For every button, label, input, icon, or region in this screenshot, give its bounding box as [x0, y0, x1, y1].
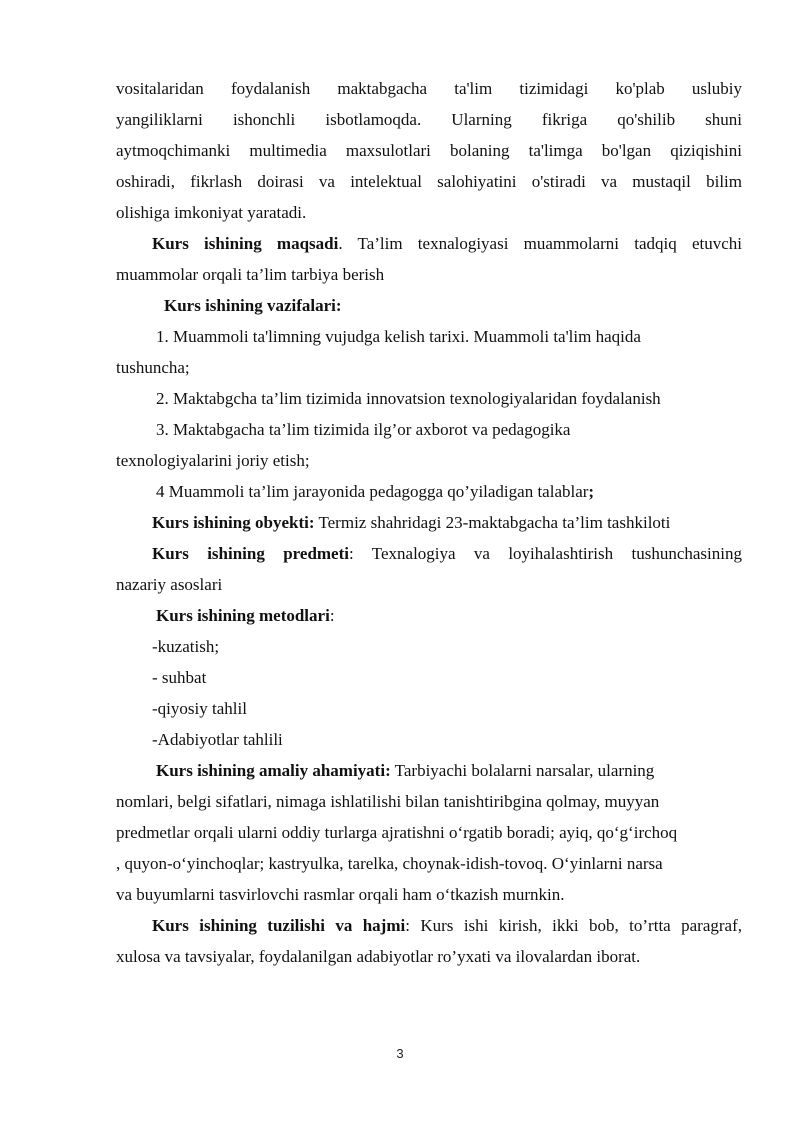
- amaliy-label: Kurs ishining amaliy ahamiyati:: [156, 761, 391, 780]
- tuzilish-label: Kurs ishining tuzilishi va hajmi: [152, 916, 406, 935]
- metodlar-heading: Kurs ishining metodlari: [156, 606, 330, 625]
- text-line: aytmoqchimanki multimedia maxsulotlari bolaning ta'limga bo'lgan qiziqishini: [116, 141, 742, 160]
- text-line: va buyumlarni tasvirlovchi rasmlar orqali ham o‘tkazish murnkin.: [116, 885, 565, 904]
- metodlar-section: Kurs ishining metodlari: -kuzatish; - suhbat -qiyosiy tahlil -Adabiyotlar tahlili: [116, 600, 742, 755]
- text-line: olishiga imkoniyat yaratadi.: [116, 203, 307, 222]
- amaliy-text: Tarbiyachi bolalarni narsalar, ularning: [390, 761, 655, 780]
- predmet-text: : Texnalogiya va loyihalashtirish tushunchasining: [349, 544, 742, 563]
- vazifalar-section: Kurs ishining vazifalari: 1. Muammoli ta'limning vujudga kelish tarixi. Muammoli ta'lim haqida tushuncha; 2. Maktabgcha ta’lim tizimida innovatsion texnologiyalaridan foydalanish 3. Maktabgacha ta’lim tizimida ilg’or axborot va pedagogika texnologiyalarini joriy etish; 4 Muammoli ta’lim jarayonida pedagogga qo’yiladigan talablar;: [116, 290, 742, 507]
- vazifa-item-3: 3. Maktabgacha ta’lim tizimida ilg’or axborot va pedagogika: [156, 420, 571, 439]
- vazifa-item-1-cont: tushuncha;: [116, 358, 190, 377]
- page-body: [116, 73, 742, 972]
- amaliy-paragraph: [116, 755, 742, 910]
- maqsad-text: . Ta’lim texnalogiyasi muammolarni tadqiq etuvchi: [338, 234, 742, 253]
- text-line: nomlari, belgi sifatlari, nimaga ishlatilishi bilan tanishtiribgina qolmay, muyyan: [116, 792, 660, 811]
- predmet-label: Kurs ishining predmeti: [152, 544, 349, 563]
- vazifa-item-4: 4 Muammoli ta’lim jarayonida pedagogga qo’yiladigan talablar: [156, 482, 589, 501]
- tuzilish-text-cont: xulosa va tavsiyalar, foydalanilgan adabiyotlar ro’yxati va ilovalardan iborat.: [116, 947, 641, 966]
- list-item: -Adabiyotlar tahlili: [152, 730, 283, 749]
- list-item: - suhbat: [152, 668, 207, 687]
- tuzilish-paragraph: [116, 910, 742, 972]
- vazifa-item-1: 1. Muammoli ta'limning vujudga kelish tarixi. Muammoli ta'lim haqida: [156, 327, 641, 346]
- vazifa-item-2: 2. Maktabgcha ta’lim tizimida innovatsion texnologiyalaridan foydalanish: [156, 389, 661, 408]
- predmet-paragraph: [116, 538, 742, 600]
- tuzilish-text: : Kurs ishi kirish, ikki bob, to’rtta paragraf,: [405, 916, 742, 935]
- text-line: vositalaridan foydalanish maktabgacha ta'lim tizimidagi ko'plab uslubiy: [116, 79, 742, 98]
- text-line: yangiliklarni ishonchli isbotlamoqda. Ularning fikriga qo'shilib shuni: [116, 110, 742, 129]
- maqsad-text-cont: muammolar orqali ta’lim tarbiya berish: [116, 265, 385, 284]
- obyekt-label: Kurs ishining obyekti:: [152, 513, 315, 532]
- text-line: predmetlar orqali ularni oddiy turlarga ajratishni o‘rgatib boradi; ayiq, qo‘g‘irchoq: [116, 823, 678, 842]
- obyekt-paragraph: [116, 507, 742, 538]
- predmet-text-cont: nazariy asoslari: [116, 575, 223, 594]
- text-line: oshiradi, fikrlash doirasi va intelektual salohiyatini o'stiradi va mustaqil bilim: [116, 172, 742, 191]
- intro-paragraph: [116, 73, 742, 228]
- maqsad-paragraph: [116, 228, 742, 290]
- vazifalar-heading: Kurs ishining vazifalari:: [164, 296, 342, 315]
- obyekt-text: Termiz shahridagi 23-maktabgacha ta’lim tashkiloti: [314, 513, 671, 532]
- vazifa-item-3-cont: texnologiyalarini joriy etish;: [116, 451, 310, 470]
- list-item: -kuzatish;: [152, 637, 220, 656]
- page-number: 3: [396, 1046, 404, 1061]
- maqsad-label: Kurs ishining maqsadi: [152, 234, 339, 253]
- list-item: -qiyosiy tahlil: [152, 699, 247, 718]
- text-line: , quyon-o‘yinchoqlar; kastryulka, tarelka, choynak-idish-tovoq. O‘yinlarni narsa: [116, 854, 663, 873]
